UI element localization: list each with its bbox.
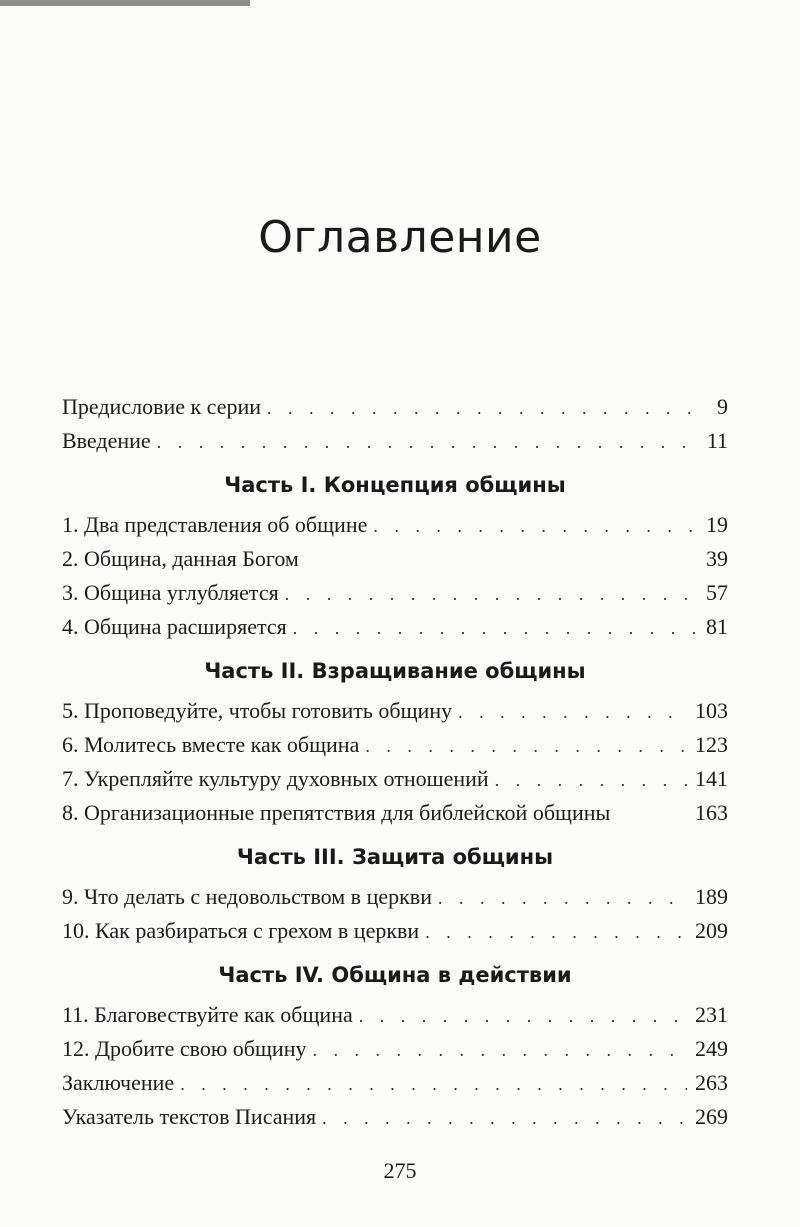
toc-entry-label: Введение [62, 428, 151, 453]
toc-entry[interactable] [62, 576, 728, 610]
dot-leader [495, 763, 687, 797]
toc-entry[interactable] [62, 424, 728, 458]
page-number: 275 [383, 1158, 417, 1183]
toc-entry-page: 81 [706, 614, 728, 639]
toc-entry-label: 5. Проповедуйте, чтобы готовить общину [62, 698, 453, 723]
toc-entry[interactable] [62, 542, 728, 576]
toc-entry-label: 1. Два представления об общине [62, 512, 368, 537]
toc-entry[interactable] [62, 1100, 728, 1134]
dot-leader [322, 1101, 687, 1135]
toc-entry-label: 8. Организационные препятствия для библейской общины [62, 800, 611, 825]
toc-entry-label: Заключение [62, 1070, 175, 1095]
toc-entry-page: 163 [695, 800, 728, 825]
toc-entry[interactable] [62, 796, 728, 830]
toc-entry[interactable] [62, 508, 728, 542]
toc-entry-page: 57 [706, 580, 728, 605]
toc-entry-label: 11. Благовествуйте как община [62, 1002, 353, 1027]
dot-leader [293, 611, 698, 645]
toc-entry[interactable] [62, 998, 728, 1032]
toc-entry-label: 4. Община расширяется [62, 614, 287, 639]
page-edge-shadow [0, 0, 250, 6]
page-title: Оглавление [258, 212, 542, 263]
dot-leader [359, 999, 687, 1033]
toc-entry-page: 123 [695, 732, 728, 757]
toc-entry-label: 12. Дробите свою общину [62, 1036, 307, 1061]
table-of-contents [62, 390, 728, 1134]
toc-entry[interactable] [62, 762, 728, 796]
toc-entry-label: 7. Укрепляйте культуру духовных отношений [62, 766, 489, 791]
toc-entry-label: 3. Община углубляется [62, 580, 279, 605]
toc-entry-page: 231 [695, 1002, 728, 1027]
toc-entry-page: 9 [717, 394, 728, 419]
toc-entry-page: 19 [706, 512, 728, 537]
toc-entry-page: 263 [695, 1070, 728, 1095]
toc-entry[interactable] [62, 1066, 728, 1100]
part-heading: Часть II. Взращивание общины [204, 659, 586, 683]
toc-entry[interactable] [62, 728, 728, 762]
dot-leader [373, 509, 698, 543]
toc-entry-label: Предисловие к серии [62, 394, 262, 419]
toc-entry[interactable] [62, 694, 728, 728]
dot-leader [312, 1033, 687, 1067]
toc-entry-label: 2. Община, данная Богом [62, 546, 299, 571]
toc-entry-label: Указатель текстов Писания [62, 1104, 317, 1129]
toc-entry[interactable] [62, 1032, 728, 1066]
dot-leader [180, 1067, 687, 1101]
toc-entry[interactable] [62, 880, 728, 914]
toc-entry-page: 11 [706, 428, 728, 453]
toc-entry-page: 269 [695, 1104, 728, 1129]
dot-leader [365, 729, 687, 763]
part-heading: Часть III. Защита общины [236, 845, 554, 869]
toc-entry-page: 209 [695, 918, 728, 943]
toc-entry-page: 189 [695, 884, 728, 909]
dot-leader [157, 425, 699, 459]
toc-entry-label: 9. Что делать с недовольством в церкви [62, 884, 432, 909]
toc-entry-page: 39 [706, 546, 728, 571]
dot-leader [285, 577, 698, 611]
toc-entry-page: 249 [695, 1036, 728, 1061]
toc-entry-label: 10. Как разбираться с грехом в церкви [62, 918, 420, 943]
toc-entry[interactable] [62, 610, 728, 644]
toc-entry[interactable] [62, 390, 728, 424]
part-heading: Часть I. Концепция общины [224, 473, 566, 497]
toc-entry-page: 103 [695, 698, 728, 723]
dot-leader [425, 915, 687, 949]
part-heading: Часть IV. Община в действии [218, 963, 572, 987]
dot-leader [438, 881, 687, 915]
toc-entry-label: 6. Молитесь вместе как община [62, 732, 360, 757]
dot-leader [267, 391, 709, 425]
toc-entry[interactable] [62, 914, 728, 948]
dot-leader [458, 695, 687, 729]
toc-entry-page: 141 [695, 766, 728, 791]
